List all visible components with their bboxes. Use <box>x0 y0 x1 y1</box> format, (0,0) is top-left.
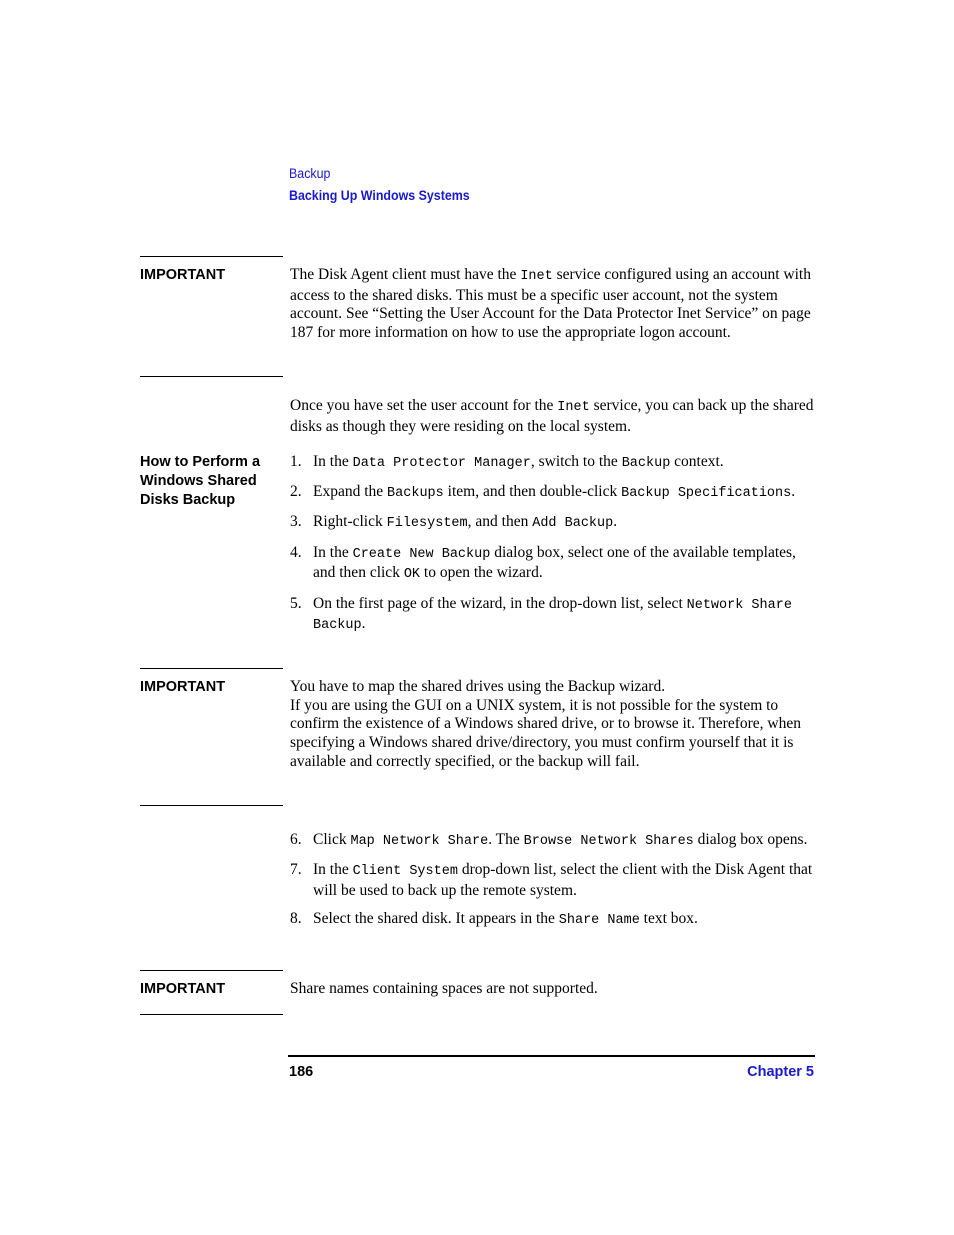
list-item: 2. Expand the Backups item, and then double-click Backup Specifications. <box>290 483 796 502</box>
running-header-subsection: Backing Up Windows Systems <box>289 188 470 203</box>
procedure-steps <box>290 453 815 645</box>
page-number: 186 <box>289 1064 314 1080</box>
procedure-steps-continued <box>290 831 815 940</box>
list-item: 6. Click Map Network Share. The Browse Network Shares dialog box opens. <box>290 831 808 849</box>
list-item: 4. In the Create New Backup dialog box, select one of the available templates, and then click OK to open the wizard. <box>290 543 796 583</box>
important-label: IMPORTANT <box>140 267 226 283</box>
list-item: 3. Right-click Filesystem, and then Add Backup. <box>290 513 618 532</box>
list-item: 5. On the first page of the wizard, in the drop-down list, select Network Share Backup. <box>290 594 792 634</box>
footer-rule <box>288 1055 815 1057</box>
procedure-heading: How to Perform a Windows Shared Disks Backup <box>140 454 261 508</box>
note-top-rule <box>140 970 283 971</box>
list-item: 8. Select the shared disk. It appears in the Share Name text box. <box>290 910 698 929</box>
note-top-rule <box>140 668 283 669</box>
code-inet: Inet <box>520 269 553 284</box>
note-bottom-rule <box>140 1014 283 1015</box>
running-header-section: Backup <box>289 166 331 181</box>
important-note-text: You have to map the shared drives using the Backup wizard. If you are using the GUI on a UNIX system, it is not possible for the system to confirm the existence of a Windows shared drive, or to browse it. Therefore, when specifying a Windows shared drive/directory, you must confirm yourself that it is available and correctly specified, or the backup will fail. <box>290 678 802 770</box>
chapter-label: Chapter 5 <box>747 1064 814 1080</box>
important-note-text: The Disk Agent client must have the Inet service configured using an account with access to the shared disks. This must be a specific user account, not the system account. See “Setting the User Account for the Data Protector Inet Service” on page 187 for more information on how to use the appropriate logon account. <box>290 266 811 342</box>
code-inet: Inet <box>557 400 590 415</box>
list-item: 1. In the Data Protector Manager, switch to the Backup context. <box>290 453 724 471</box>
note-bottom-rule <box>140 805 283 806</box>
note-bottom-rule <box>140 376 283 377</box>
important-note-text: Share names containing spaces are not supported. <box>290 980 598 997</box>
important-label: IMPORTANT <box>140 981 226 997</box>
important-label: IMPORTANT <box>140 679 226 695</box>
note-top-rule <box>140 256 283 257</box>
list-item: 7. In the Client System drop-down list, select the client with the Disk Agent that will be used to back up the remote system. <box>290 861 813 899</box>
intro-paragraph: Once you have set the user account for the Inet service, you can back up the shared disks as though they were residing on the local system. <box>290 397 814 435</box>
